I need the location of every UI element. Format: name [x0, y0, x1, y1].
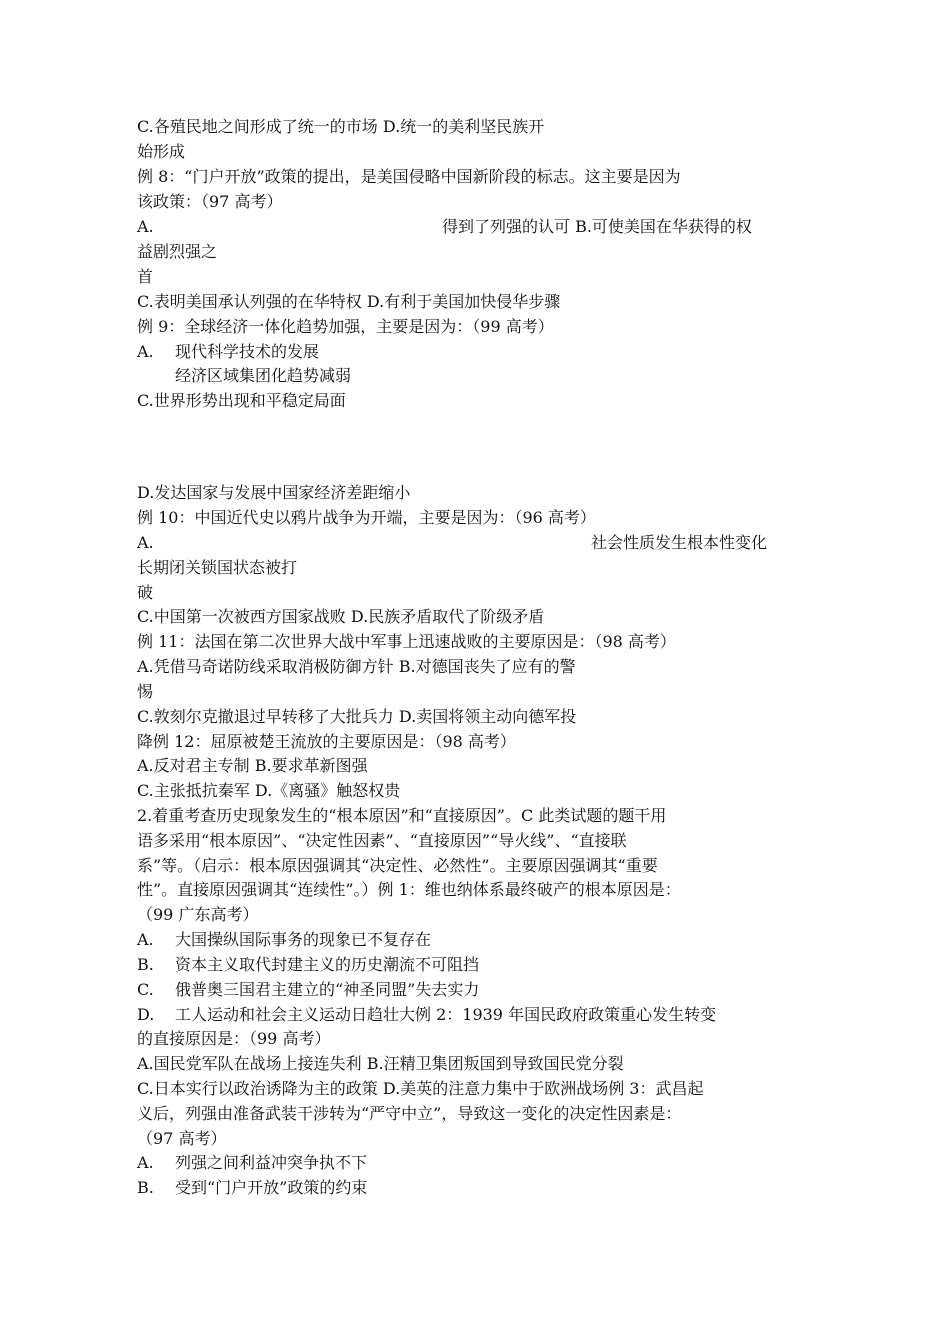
line-text: 2.着重考查历史现象发生的“根本原因”和“直接原因”。C 此类试题的题干用 — [137, 806, 667, 825]
line-text: （99 广东高考） — [137, 905, 259, 924]
text-line — [137, 1027, 330, 1052]
text-line — [137, 265, 153, 290]
text-line — [137, 340, 320, 365]
text-line — [137, 556, 297, 581]
line-option-text: 大国操纵国际事务的现象已不复存在 — [175, 930, 432, 949]
line-option-text: 社会性质发生根本性变化 — [591, 533, 768, 552]
line-text: D.发达国家与发展中国家经济差距缩小 — [137, 483, 411, 502]
line-text: 长期闭关锁国状态被打 — [137, 558, 298, 577]
text-line — [137, 1102, 681, 1127]
line-text: 例 9：全球经济一体化趋势加强，主要是因为：（99 高考） — [137, 317, 554, 336]
text-line — [137, 315, 554, 340]
line-option-text: 现代科学技术的发展 — [175, 342, 320, 361]
text-line — [137, 1151, 368, 1176]
line-text: C. — [137, 980, 154, 999]
text-line — [137, 705, 576, 730]
line-text: C.世界形势出现和平稳定局面 — [137, 391, 346, 410]
line-option-text: 经济区域集团化趋势减弱 — [175, 366, 352, 385]
line-option-text: 工人运动和社会主义运动日趋壮大例 2：1939 年国民政府政策重心发生转变 — [175, 1005, 717, 1024]
line-text: D. — [137, 1005, 155, 1024]
line-text: B. — [137, 955, 154, 974]
line-option-text: 俄普奥三国君主建立的“神圣同盟”失去实力 — [175, 980, 480, 999]
line-text: A. — [137, 342, 154, 361]
text-line — [137, 240, 217, 265]
line-text: 例 11：法国在第二次世界大战中军事上迅速战败的主要原因是：（98 高考） — [137, 632, 676, 651]
text-line — [137, 215, 752, 240]
line-text: 惕 — [137, 682, 154, 701]
text-line — [137, 978, 480, 1003]
text-line — [137, 854, 658, 879]
line-text: C.各殖民地之间形成了统一的市场 D.统一的美利坚民族开 — [137, 117, 545, 136]
line-text: C.敦刻尔克撤退过早转移了大批兵力 D.卖国将领主动向德军投 — [137, 707, 577, 726]
line-text: A.国民党军队在战场上接连失利 B.汪精卫集团叛国到导致国民党分裂 — [137, 1054, 624, 1073]
line-option-text: 受到“门户开放”政策的约束 — [175, 1178, 368, 1197]
text-line — [137, 1003, 717, 1028]
line-text: 该政策：（97 高考） — [137, 192, 283, 211]
line-text: 首 — [137, 267, 154, 286]
text-line — [137, 290, 560, 315]
line-text: 降例 12：屈原被楚王流放的主要原因是：（98 高考） — [137, 732, 516, 751]
line-text: C.日本实行以政治诱降为主的政策 D.美英的注意力集中于欧洲战场例 3：武昌起 — [137, 1079, 704, 1098]
line-text: C.主张抵抗秦军 D.《离骚》触怒权贵 — [137, 781, 401, 800]
line-text: C.中国第一次被西方国家战败 D.民族矛盾取代了阶级矛盾 — [137, 607, 545, 626]
line-text: A. — [137, 217, 154, 236]
text-line — [137, 140, 185, 165]
text-line — [137, 506, 596, 531]
line-text: A. — [137, 533, 154, 552]
text-line — [137, 903, 258, 928]
text-line — [137, 115, 544, 140]
text-line — [137, 1176, 368, 1201]
text-line — [137, 680, 153, 705]
line-text: A. — [137, 1153, 154, 1172]
line-text: 例 8：“门户开放”政策的提出，是美国侵略中国新阶段的标志。这主要是因为 — [137, 167, 681, 186]
line-text: 破 — [137, 583, 154, 602]
text-line — [137, 481, 410, 506]
line-text: 语多采用“根本原因”、“决定性因素”、“直接原因”“导火线”、“直接联 — [137, 831, 627, 850]
line-text: （97 高考） — [137, 1129, 227, 1148]
text-line — [137, 1127, 226, 1152]
line-text: 性”。直接原因强调其“连续性”。）例 1：维也纳体系最终破产的根本原因是： — [137, 880, 681, 899]
text-line — [137, 605, 544, 630]
text-line — [137, 630, 676, 655]
line-text: A. — [137, 930, 154, 949]
text-line — [137, 754, 368, 779]
text-line — [137, 165, 681, 190]
line-text: 义后，列强由准备武装干涉转为“严守中立”，导致这一变化的决定性因素是： — [137, 1104, 682, 1123]
line-text: 益剧烈强之 — [137, 242, 218, 261]
text-line — [137, 1077, 703, 1102]
text-line — [137, 779, 400, 804]
line-text: C.表明美国承认列强的在华特权 D.有利于美国加快侵华步骤 — [137, 292, 561, 311]
line-text: 系”等。（启示：根本原因强调其“决定性、必然性”。主要原因强调其“重要 — [137, 856, 658, 875]
text-line — [137, 730, 516, 755]
text-line — [137, 829, 627, 854]
text-line — [137, 804, 666, 829]
line-text: 的直接原因是：（99 高考） — [137, 1029, 331, 1048]
text-line — [137, 953, 480, 978]
text-line — [137, 581, 153, 606]
line-text: A.凭借马奇诺防线采取消极防御方针 B.对德国丧失了应有的警 — [137, 657, 576, 676]
text-line — [137, 190, 282, 215]
text-line — [137, 1052, 624, 1077]
line-option-text: 资本主义取代封建主义的历史潮流不可阻挡 — [175, 955, 480, 974]
line-text: B. — [137, 1178, 154, 1197]
line-text: 始形成 — [137, 142, 186, 161]
text-line — [137, 655, 576, 680]
text-line — [137, 878, 681, 903]
line-text: A.反对君主专制 B.要求革新图强 — [137, 756, 368, 775]
text-line — [137, 389, 346, 414]
line-option-text: 列强之间利益冲突争执不下 — [175, 1153, 368, 1172]
text-line — [137, 531, 768, 556]
text-line — [137, 928, 432, 953]
line-text: 例 10：中国近代史以鸦片战争为开端，主要是因为：（96 高考） — [137, 508, 596, 527]
line-option-text: 得到了列强的认可 B.可使美国在华获得的权 — [442, 217, 752, 236]
